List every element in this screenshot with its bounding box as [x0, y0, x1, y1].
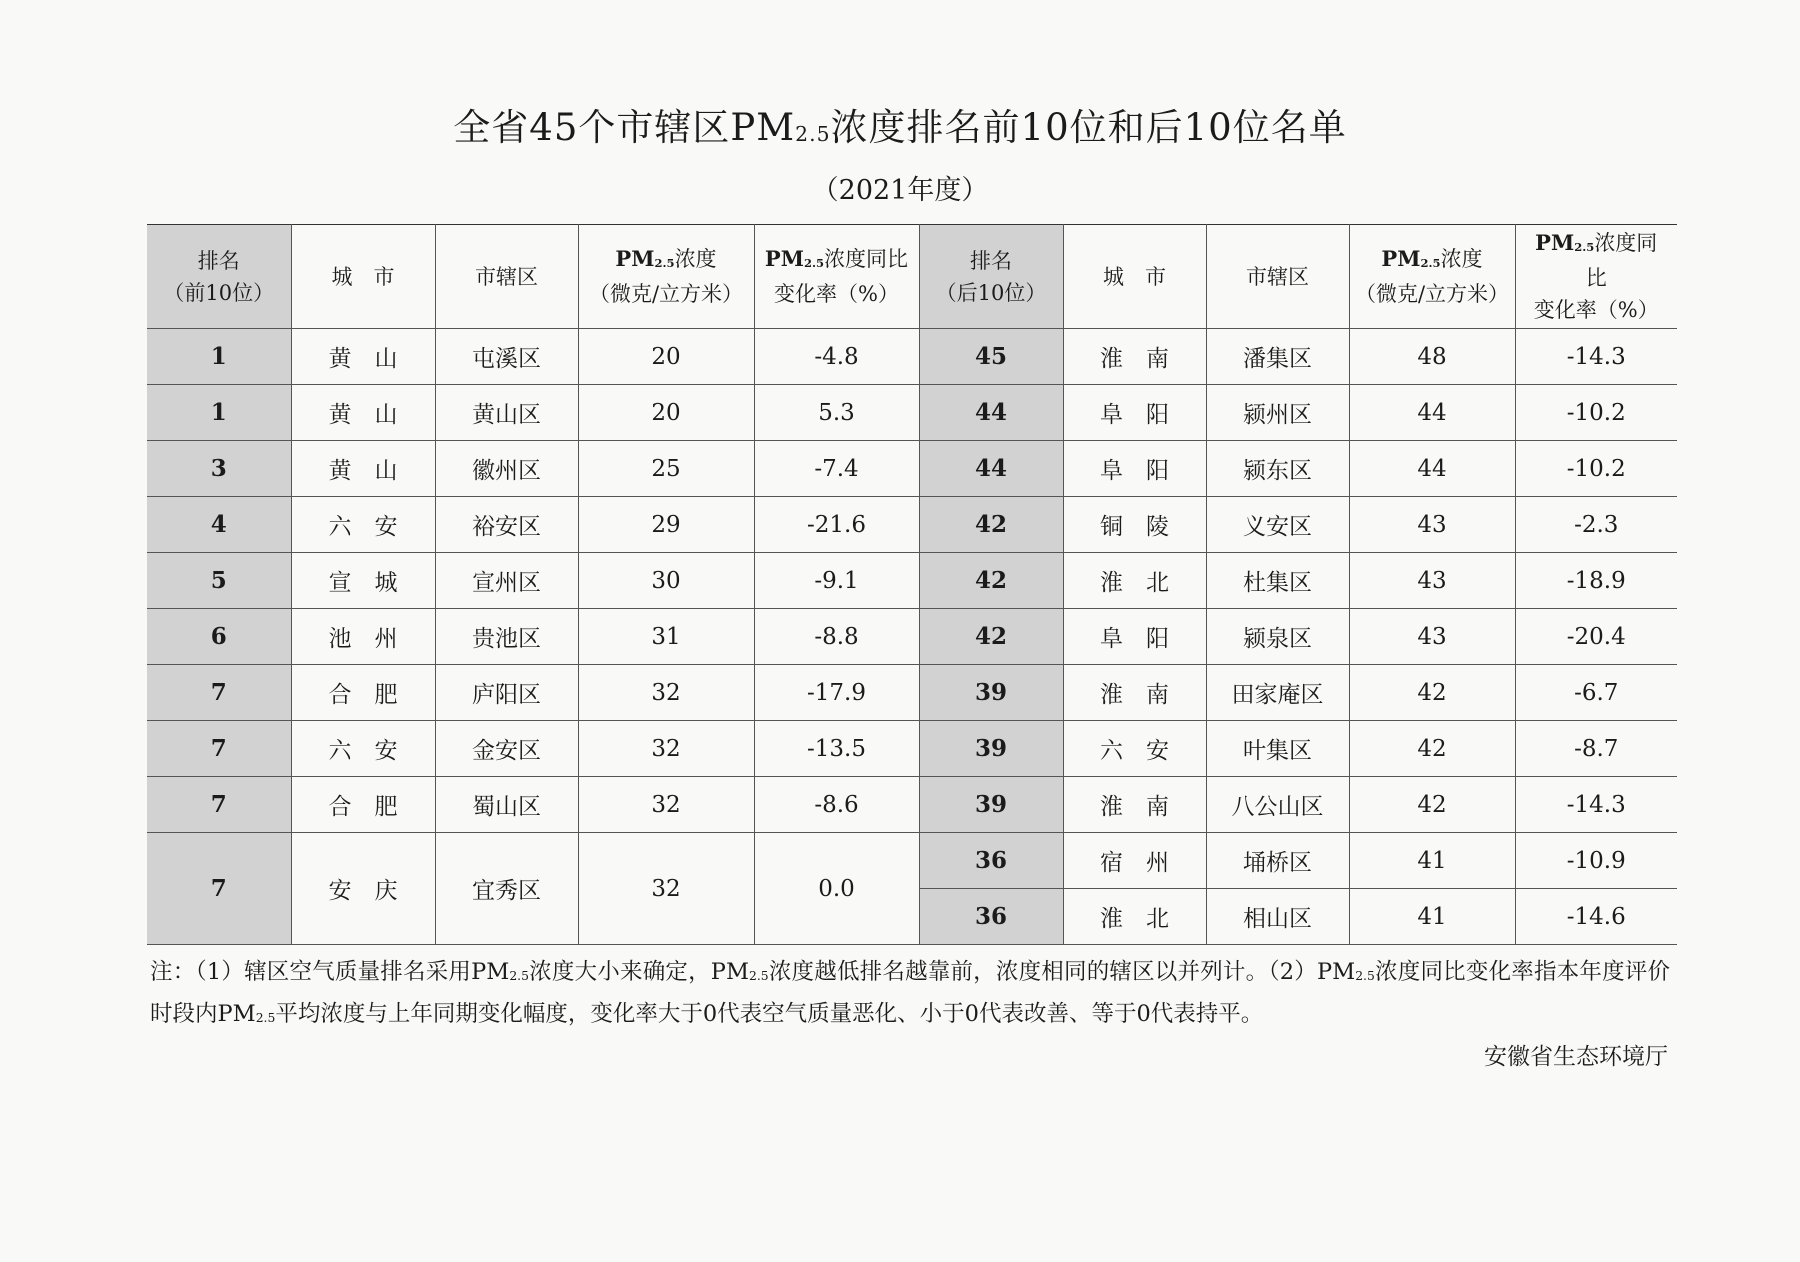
- top-concentration-cell: 32: [578, 833, 754, 945]
- top-district-cell: 黄山区: [435, 385, 578, 441]
- header-city: 城 市: [1063, 225, 1206, 329]
- header-pm-concentration: $PM_{2.5}$浓度 （微克/立方米）: [1349, 225, 1515, 329]
- bottom-concentration-cell: 42: [1349, 721, 1515, 777]
- header-rank-top: 排名 （前10位）: [147, 225, 291, 329]
- bottom-concentration-cell: 43: [1349, 553, 1515, 609]
- header-pm-change: $PM_{2.5}$浓度同比 变化率（%）: [754, 225, 919, 329]
- top-city-cell: 安 庆: [291, 833, 435, 945]
- bottom-city-cell: 淮 南: [1063, 665, 1206, 721]
- top-district-cell: 徽州区: [435, 441, 578, 497]
- bottom-rank-cell: 45: [919, 329, 1063, 385]
- table-row: [147, 553, 1677, 609]
- top-rank-cell: 6: [147, 609, 291, 665]
- bottom-concentration-cell: 41: [1349, 889, 1515, 945]
- bottom-change-cell: -14.3: [1515, 777, 1677, 833]
- bottom-district-cell: 埇桥区: [1206, 833, 1349, 889]
- bottom-concentration-cell: 48: [1349, 329, 1515, 385]
- bottom-city-cell: 六 安: [1063, 721, 1206, 777]
- top-concentration-cell: 32: [578, 777, 754, 833]
- bottom-city-cell: 宿 州: [1063, 833, 1206, 889]
- bottom-concentration-cell: 41: [1349, 833, 1515, 889]
- top-rank-cell: 7: [147, 777, 291, 833]
- table-row: [147, 721, 1677, 777]
- bottom-change-cell: -10.9: [1515, 833, 1677, 889]
- table-row: [147, 329, 1677, 385]
- footnote: 注：（1）辖区空气质量排名采用$PM_{2.5}$浓度大小来确定，$PM_{2.5}$浓度越低排名越靠前，浓度相同的辖区以并列计。$(2)PM_{2.5}$浓度同比变化率指本年度评价时段内$PM_{2.5}$平均浓度与上年同期变化幅度，变化率大于0代表空气质量恶化、小于0代表改善、等于0代表持平。: [150, 959, 1670, 1027]
- table-row: [147, 777, 1677, 833]
- bottom-rank-cell: 36: [919, 833, 1063, 889]
- bottom-city-cell: 阜 阳: [1063, 441, 1206, 497]
- top-district-cell: 庐阳区: [435, 665, 578, 721]
- bottom-district-cell: 相山区: [1206, 889, 1349, 945]
- top-city-cell: 合 肥: [291, 777, 435, 833]
- bottom-concentration-cell: 43: [1349, 497, 1515, 553]
- table-row: [147, 497, 1677, 553]
- top-rank-cell: 7: [147, 833, 291, 945]
- top-rank-cell: 7: [147, 721, 291, 777]
- bottom-concentration-cell: 42: [1349, 777, 1515, 833]
- header-city: 城 市: [291, 225, 435, 329]
- top-change-cell: -8.8: [754, 609, 919, 665]
- top-change-cell: -21.6: [754, 497, 919, 553]
- bottom-district-cell: 颍泉区: [1206, 609, 1349, 665]
- bottom-city-cell: 阜 阳: [1063, 385, 1206, 441]
- table-row: [147, 609, 1677, 665]
- top-change-cell: -4.8: [754, 329, 919, 385]
- bottom-district-cell: 颍州区: [1206, 385, 1349, 441]
- bottom-city-cell: 铜 陵: [1063, 497, 1206, 553]
- header-rank-bottom: 排名 （后10位）: [919, 225, 1063, 329]
- bottom-change-cell: -10.2: [1515, 441, 1677, 497]
- top-concentration-cell: 20: [578, 329, 754, 385]
- bottom-district-cell: 义安区: [1206, 497, 1349, 553]
- bottom-city-cell: 淮 南: [1063, 777, 1206, 833]
- top-concentration-cell: 32: [578, 665, 754, 721]
- top-city-cell: 黄 山: [291, 385, 435, 441]
- top-district-cell: 蜀山区: [435, 777, 578, 833]
- top-concentration-cell: 25: [578, 441, 754, 497]
- top-district-cell: 屯溪区: [435, 329, 578, 385]
- bottom-change-cell: -18.9: [1515, 553, 1677, 609]
- bottom-concentration-cell: 44: [1349, 441, 1515, 497]
- ranking-table: [147, 224, 1677, 945]
- top-rank-cell: 7: [147, 665, 291, 721]
- bottom-city-cell: 淮 北: [1063, 553, 1206, 609]
- top-rank-cell: 5: [147, 553, 291, 609]
- bottom-district-cell: 颍东区: [1206, 441, 1349, 497]
- top-city-cell: 六 安: [291, 497, 435, 553]
- top-district-cell: 裕安区: [435, 497, 578, 553]
- bottom-concentration-cell: 44: [1349, 385, 1515, 441]
- top-city-cell: 黄 山: [291, 441, 435, 497]
- bottom-city-cell: 阜 阳: [1063, 609, 1206, 665]
- bottom-rank-cell: 39: [919, 721, 1063, 777]
- bottom-change-cell: -14.3: [1515, 329, 1677, 385]
- top-city-cell: 六 安: [291, 721, 435, 777]
- table-row: [147, 665, 1677, 721]
- top-district-cell: 宣州区: [435, 553, 578, 609]
- bottom-rank-cell: 42: [919, 609, 1063, 665]
- table-header-row: [147, 225, 1677, 329]
- top-change-cell: 5.3: [754, 385, 919, 441]
- bottom-change-cell: -10.2: [1515, 385, 1677, 441]
- top-city-cell: 宣 城: [291, 553, 435, 609]
- bottom-district-cell: 田家庵区: [1206, 665, 1349, 721]
- bottom-district-cell: 杜集区: [1206, 553, 1349, 609]
- bottom-rank-cell: 44: [919, 385, 1063, 441]
- top-district-cell: 金安区: [435, 721, 578, 777]
- bottom-change-cell: -20.4: [1515, 609, 1677, 665]
- table-row: [147, 441, 1677, 497]
- bottom-change-cell: -8.7: [1515, 721, 1677, 777]
- top-concentration-cell: 30: [578, 553, 754, 609]
- table-row: [147, 385, 1677, 441]
- top-change-cell: -8.6: [754, 777, 919, 833]
- top-concentration-cell: 20: [578, 385, 754, 441]
- bottom-change-cell: -14.6: [1515, 889, 1677, 945]
- bottom-concentration-cell: 42: [1349, 665, 1515, 721]
- bottom-city-cell: 淮 南: [1063, 329, 1206, 385]
- header-district: 市辖区: [435, 225, 578, 329]
- header-pm-change: $PM_{2.5}$浓度同 比 变化率（%）: [1515, 225, 1677, 329]
- bottom-district-cell: 潘集区: [1206, 329, 1349, 385]
- bottom-rank-cell: 36: [919, 889, 1063, 945]
- top-change-cell: -7.4: [754, 441, 919, 497]
- bottom-concentration-cell: 43: [1349, 609, 1515, 665]
- bottom-district-cell: 八公山区: [1206, 777, 1349, 833]
- bottom-rank-cell: 39: [919, 777, 1063, 833]
- header-pm-concentration: $PM_{2.5}$浓度 （微克/立方米）: [578, 225, 754, 329]
- bottom-rank-cell: 39: [919, 665, 1063, 721]
- top-change-cell: -9.1: [754, 553, 919, 609]
- document-title: 全省45个市辖区$PM_{2.5}$浓度排名前10位和后10位名单: [453, 106, 1347, 149]
- top-rank-cell: 1: [147, 329, 291, 385]
- bottom-district-cell: 叶集区: [1206, 721, 1349, 777]
- bottom-rank-cell: 42: [919, 497, 1063, 553]
- bottom-change-cell: -6.7: [1515, 665, 1677, 721]
- top-city-cell: 黄 山: [291, 329, 435, 385]
- bottom-change-cell: -2.3: [1515, 497, 1677, 553]
- table-row: [147, 833, 1677, 889]
- top-concentration-cell: 31: [578, 609, 754, 665]
- top-concentration-cell: 29: [578, 497, 754, 553]
- top-rank-cell: 3: [147, 441, 291, 497]
- top-district-cell: 宜秀区: [435, 833, 578, 945]
- top-city-cell: 合 肥: [291, 665, 435, 721]
- top-district-cell: 贵池区: [435, 609, 578, 665]
- bottom-rank-cell: 44: [919, 441, 1063, 497]
- document-subtitle: （2021年度）: [811, 175, 989, 206]
- top-concentration-cell: 32: [578, 721, 754, 777]
- issuing-organization: 安徽省生态环境厅: [1484, 1044, 1668, 1070]
- top-rank-cell: 1: [147, 385, 291, 441]
- top-change-cell: -17.9: [754, 665, 919, 721]
- top-city-cell: 池 州: [291, 609, 435, 665]
- top-change-cell: -13.5: [754, 721, 919, 777]
- top-rank-cell: 4: [147, 497, 291, 553]
- bottom-rank-cell: 42: [919, 553, 1063, 609]
- bottom-city-cell: 淮 北: [1063, 889, 1206, 945]
- top-change-cell: 0.0: [754, 833, 919, 945]
- header-district: 市辖区: [1206, 225, 1349, 329]
